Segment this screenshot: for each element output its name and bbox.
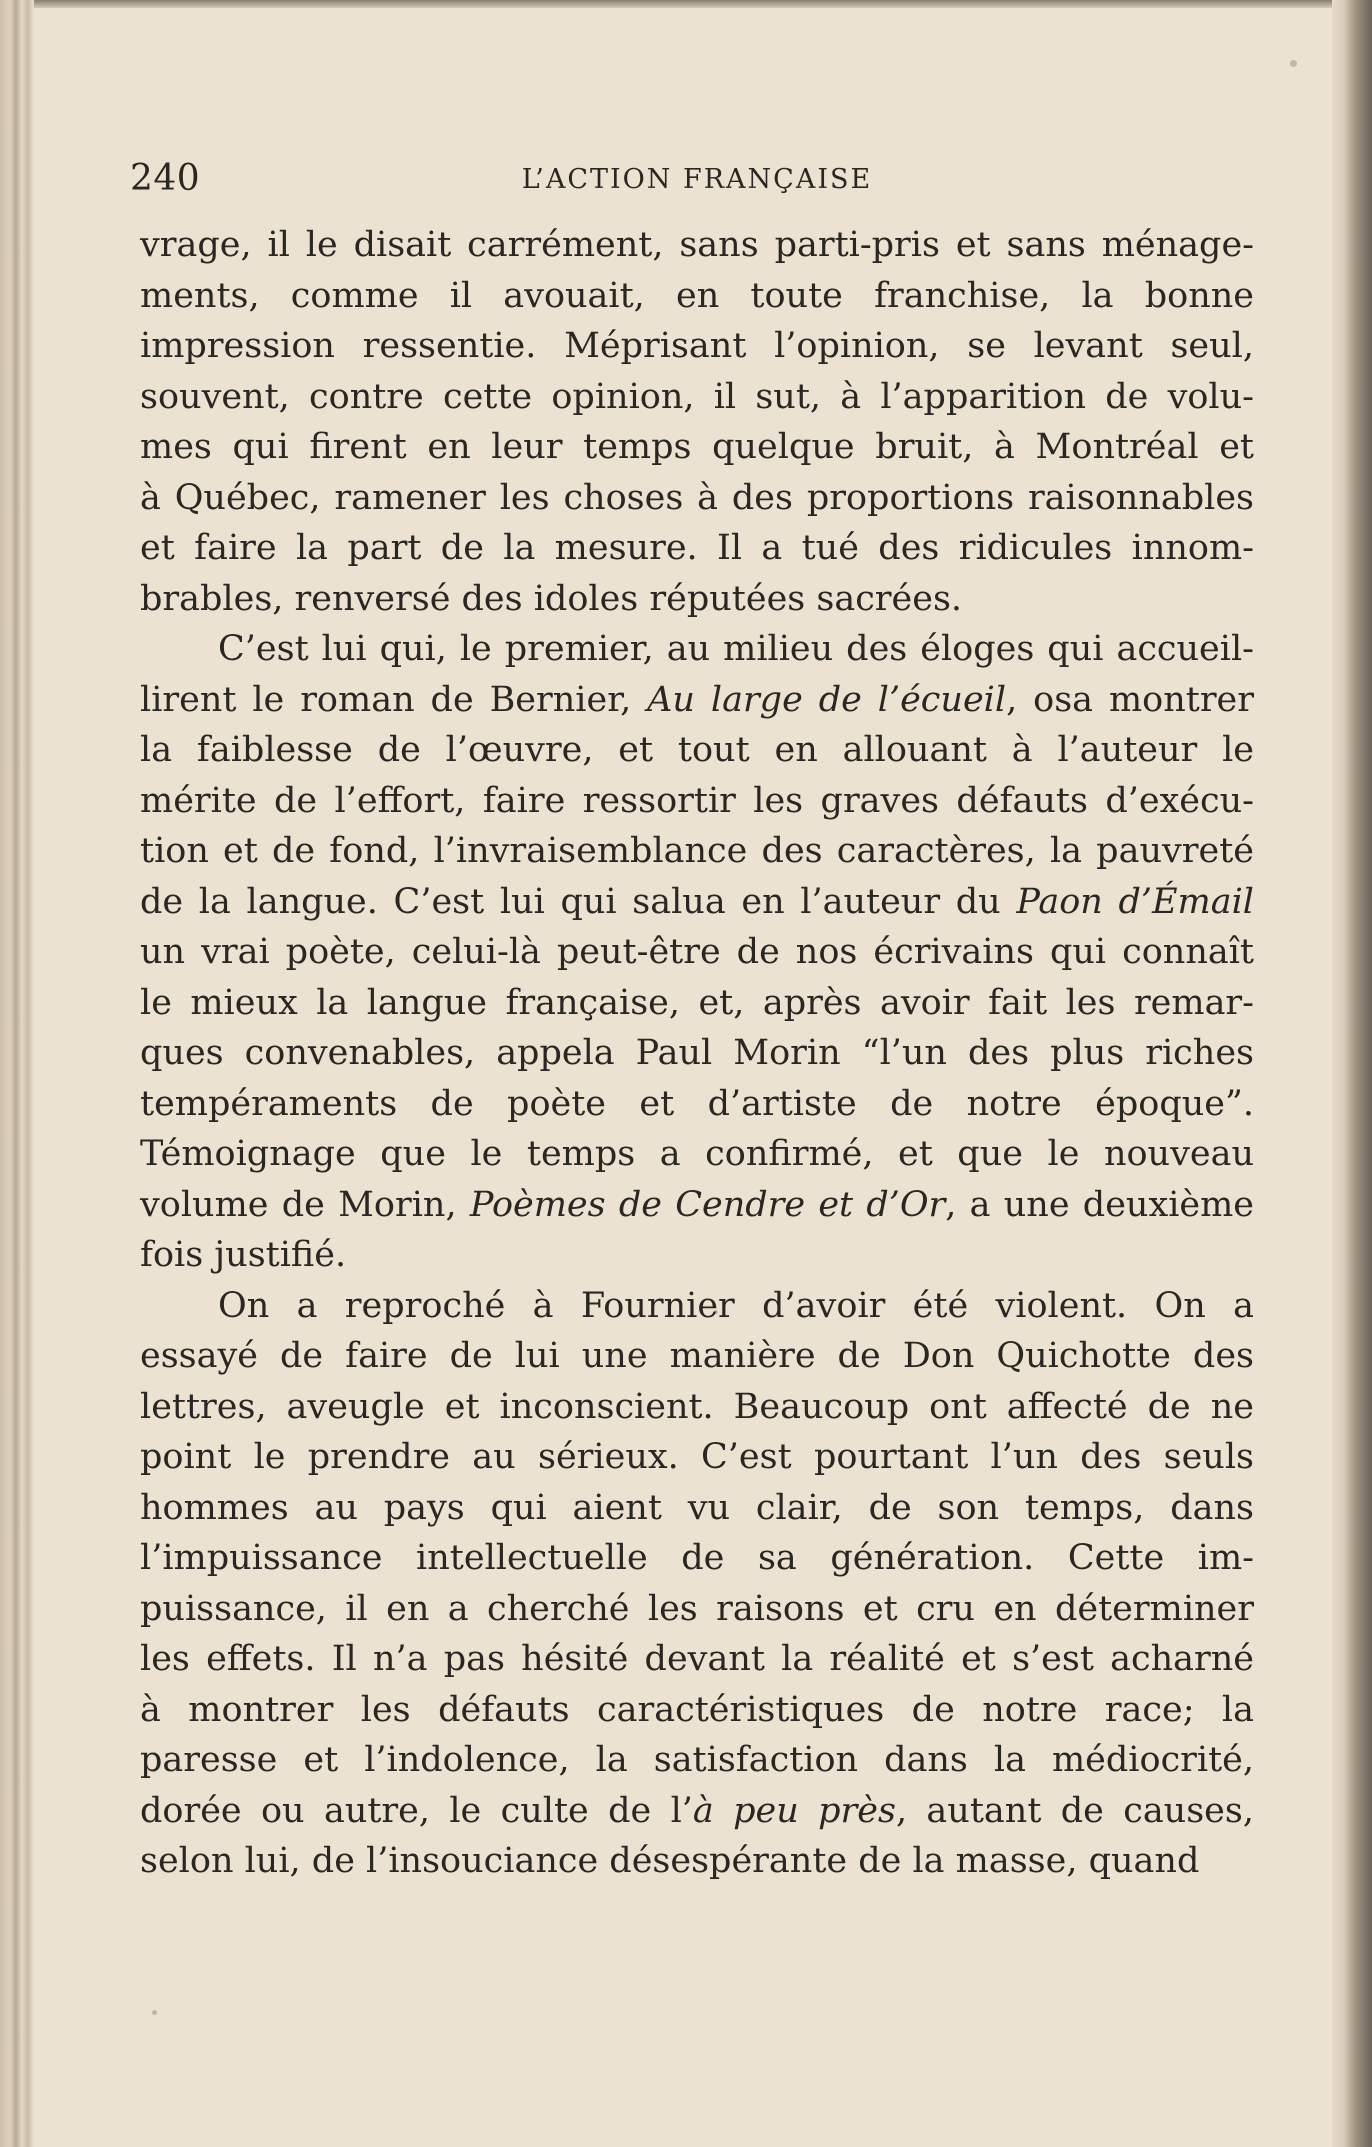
text-line: et faire la part de la mesure. Il a tué des ridicules innom-: [140, 528, 1254, 568]
text-line: ques convenables, appela Paul Morin “l’un des plus riches: [140, 1033, 1254, 1073]
page-top-edge: [0, 0, 1372, 8]
text-line: tempéraments de poète et d’artiste de notre époque”.: [140, 1083, 1254, 1124]
text-line: puissance, il en a cherché les raisons et cru en déterminer: [140, 1588, 1254, 1629]
text-line: dorée ou autre, le culte de l’à peu près, autant de causes,: [140, 1790, 1254, 1831]
text-line: fois justifié.: [140, 1235, 347, 1275]
page-gutter-right-edge: [1332, 0, 1372, 2147]
text-line: vrage, il le disait carrément, sans parti-pris et sans ménage-: [140, 225, 1254, 265]
text-block: [130, 150, 1255, 1887]
text-line: mérite de l’effort, faire ressortir les graves défauts d’exécu-: [140, 780, 1254, 821]
text-line: mes qui firent en leur temps quelque bruit, à Montréal et: [140, 427, 1254, 467]
text-line: tion et de fond, l’invraisemblance des caractères, la pauvreté: [140, 831, 1254, 871]
text-line: lettres, aveugle et inconscient. Beaucoup ont affecté de ne: [140, 1386, 1254, 1427]
text-line: à Québec, ramener les choses à des proportions raisonnables: [140, 477, 1254, 518]
text-line: à montrer les défauts caractéristiques de notre race; la: [140, 1689, 1254, 1730]
text-line: l’impuissance intellectuelle de sa génération. Cette im-: [140, 1538, 1254, 1578]
paper-speck: [1290, 60, 1297, 67]
text-line: le mieux la langue française, et, après avoir fait les remar-: [140, 982, 1254, 1023]
text-line: C’est lui qui, le premier, au milieu des éloges qui accueil-: [218, 629, 1254, 669]
page-number: 240: [130, 158, 201, 199]
text-line: souvent, contre cette opinion, il sut, à l’apparition de volu-: [140, 376, 1254, 417]
page-stack-left-edge: [0, 0, 34, 2147]
text-line: paresse et l’indolence, la satisfaction dans la médiocrité,: [140, 1740, 1254, 1780]
text-line: de la langue. C’est lui qui salua en l’auteur du Paon d’Émail: [140, 881, 1254, 922]
text-line: ments, comme il avouait, en toute franchise, la bonne: [140, 275, 1254, 316]
text-line: brables, renversé des idoles réputées sacrées.: [140, 578, 963, 619]
text-line: selon lui, de l’insouciance désespérante de la masse, quand: [140, 1841, 1200, 1881]
text-line: impression ressentie. Méprisant l’opinion, se levant seul,: [140, 326, 1254, 366]
text-line: On a reproché à Fournier d’avoir été violent. On a: [218, 1285, 1254, 1326]
text-line: volume de Morin, Poèmes de Cendre et d’Or, a une deuxième: [140, 1184, 1255, 1225]
text-line: les effets. Il n’a pas hésité devant la réalité et s’est acharné: [140, 1639, 1254, 1679]
text-line: Témoignage que le temps a confirmé, et que le nouveau: [140, 1134, 1254, 1174]
body-text: [140, 220, 1254, 1887]
text-line: point le prendre au sérieux. C’est pourtant l’un des seuls: [140, 1437, 1254, 1477]
text-line: la faiblesse de l’œuvre, et tout en allouant à l’auteur le: [140, 730, 1254, 770]
paragraph: [140, 220, 1254, 624]
paragraph: [140, 624, 1254, 1281]
text-line: un vrai poète, celui-là peut-être de nos écrivains qui connaît: [140, 932, 1254, 972]
text-line: essayé de faire de lui une manière de Don Quichotte des: [140, 1336, 1254, 1376]
running-head: [130, 150, 1254, 220]
running-title: L’ACTION FRANÇAISE: [521, 164, 873, 195]
paragraph: [140, 1281, 1254, 1887]
text-line: lirent le roman de Bernier, Au large de l’écueil, osa montrer: [140, 679, 1254, 720]
paper-speck: [152, 2010, 157, 2015]
text-line: hommes au pays qui aient vu clair, de son temps, dans: [140, 1487, 1254, 1528]
